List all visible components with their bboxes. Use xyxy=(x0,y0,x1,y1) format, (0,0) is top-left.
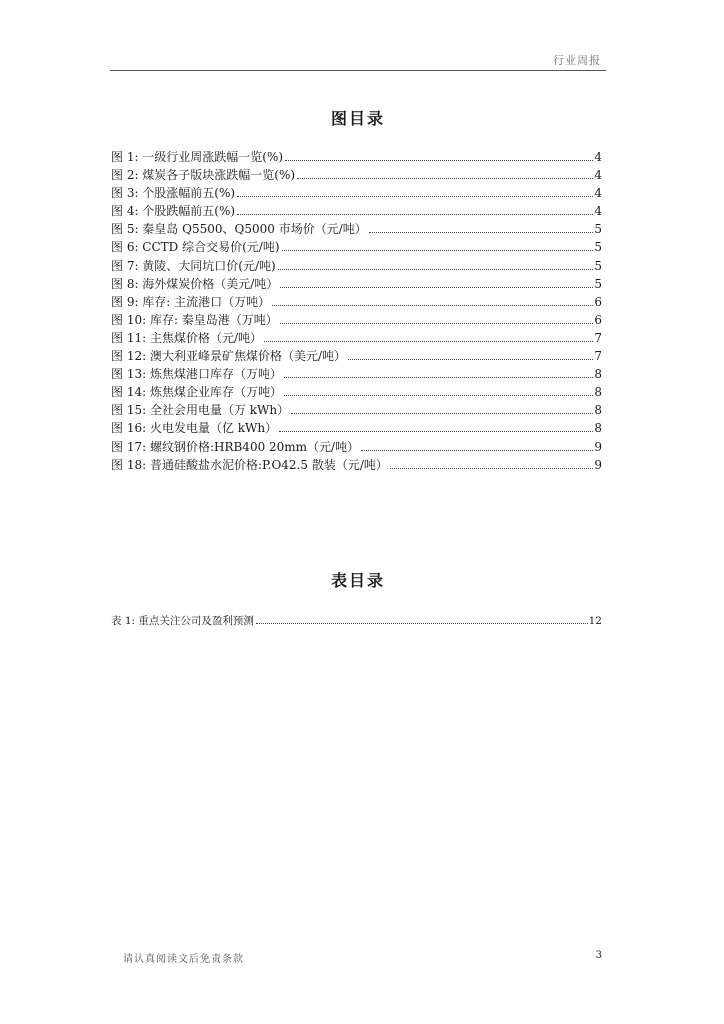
toc-entry-page: 6 xyxy=(594,294,602,309)
toc-entry-page: 9 xyxy=(594,457,602,472)
header-divider xyxy=(110,70,606,71)
toc-entry-label: 图 2: 煤炭各子版块涨跌幅一览(%) xyxy=(111,168,296,183)
toc-entry-page: 4 xyxy=(594,150,602,164)
toc-entry-label: 图 6: CCTD 综合交易价(元/吨) xyxy=(111,240,280,255)
toc-dot-leader xyxy=(256,605,588,624)
toc-entry-label: 图 7: 黄陵、大同坑口价(元/吨) xyxy=(111,258,276,273)
toc-dot-leader xyxy=(291,395,593,414)
toc-entry-page: 5 xyxy=(594,222,602,237)
toc-dot-leader xyxy=(361,432,593,451)
toc-entry-page: 8 xyxy=(594,385,602,400)
toc-dot-leader xyxy=(237,196,593,215)
toc-dot-leader xyxy=(282,232,594,251)
toc-entry-page: 8 xyxy=(594,403,602,418)
toc-entry-label: 图 4: 个股跌幅前五(%) xyxy=(111,204,236,219)
toc-dot-leader xyxy=(237,178,593,197)
toc-dot-leader xyxy=(280,269,593,288)
toc-entry-page: 8 xyxy=(594,421,602,436)
toc-entry-page: 4 xyxy=(594,204,602,219)
toc-dot-leader xyxy=(279,413,593,432)
toc-entry-page: 8 xyxy=(594,367,602,382)
toc-entry[interactable] xyxy=(111,142,602,164)
toc-entry-label: 图 13: 炼焦煤港口库存（万吨） xyxy=(111,367,282,382)
toc-entry-label: 图 10: 库存: 秦皇岛港（万吨） xyxy=(111,312,278,327)
toc-entry-label: 图 3: 个股涨幅前五(%) xyxy=(111,186,236,201)
toc-dot-leader xyxy=(280,305,594,324)
toc-entry-page: 5 xyxy=(594,258,602,273)
toc-dot-leader xyxy=(348,341,593,360)
toc-dot-leader xyxy=(390,450,594,469)
table-toc-title: 表目录 xyxy=(330,571,385,590)
footer-disclaimer-note: 请认真阅读文后免责条款 xyxy=(123,954,244,965)
toc-entry-label: 图 9: 库存: 主流港口（万吨） xyxy=(111,294,271,309)
toc-entry-label: 图 11: 主焦煤价格（元/吨） xyxy=(111,330,262,345)
toc-entry-page: 5 xyxy=(594,240,602,255)
table-toc-list xyxy=(111,605,602,627)
toc-dot-leader xyxy=(264,323,593,342)
toc-entry[interactable] xyxy=(111,605,602,627)
toc-entry-label: 图 1: 一级行业周涨跌幅一览(%) xyxy=(111,150,284,164)
page-number: 3 xyxy=(595,950,602,961)
toc-entry-label: 图 5: 秦皇岛 Q5500、Q5000 市场价（元/吨） xyxy=(111,222,367,237)
toc-entry-page: 9 xyxy=(594,439,602,454)
toc-entry-label: 图 12: 澳大利亚峰景矿焦煤价格（美元/吨） xyxy=(111,349,346,364)
header-label: 行业周报 xyxy=(553,54,601,67)
toc-dot-leader xyxy=(278,251,594,270)
toc-dot-leader xyxy=(284,377,593,396)
toc-entry-page: 7 xyxy=(594,330,602,345)
toc-entry-label: 表 1: 重点关注公司及盈利预测 xyxy=(111,615,254,627)
figure-toc-list xyxy=(111,142,602,472)
toc-entry-page: 4 xyxy=(594,186,602,201)
toc-dot-leader xyxy=(284,359,593,378)
figure-toc-title: 图目录 xyxy=(330,109,385,128)
toc-dot-leader xyxy=(369,214,594,233)
toc-dot-leader xyxy=(297,160,593,179)
toc-entry-page: 12 xyxy=(588,615,602,627)
toc-entry-page: 7 xyxy=(594,349,602,364)
toc-entry-label: 图 16: 火电发电量（亿 kWh） xyxy=(111,421,278,436)
toc-entry-page: 6 xyxy=(594,312,602,327)
toc-entry-label: 图 8: 海外煤炭价格（美元/吨） xyxy=(111,276,279,291)
toc-entry-label: 图 17: 螺纹钢价格:HRB400 20mm（元/吨） xyxy=(111,439,360,454)
toc-dot-leader xyxy=(272,287,593,306)
toc-entry-page: 4 xyxy=(594,168,602,183)
toc-entry-label: 图 14: 炼焦煤企业库存（万吨） xyxy=(111,385,282,400)
toc-dot-leader xyxy=(285,142,593,161)
toc-entry-label: 图 15: 全社会用电量（万 kWh） xyxy=(111,403,290,418)
toc-entry-label: 图 18: 普通硅酸盐水泥价格:P.O42.5 散装（元/吨） xyxy=(111,457,388,472)
toc-entry-page: 5 xyxy=(594,276,602,291)
